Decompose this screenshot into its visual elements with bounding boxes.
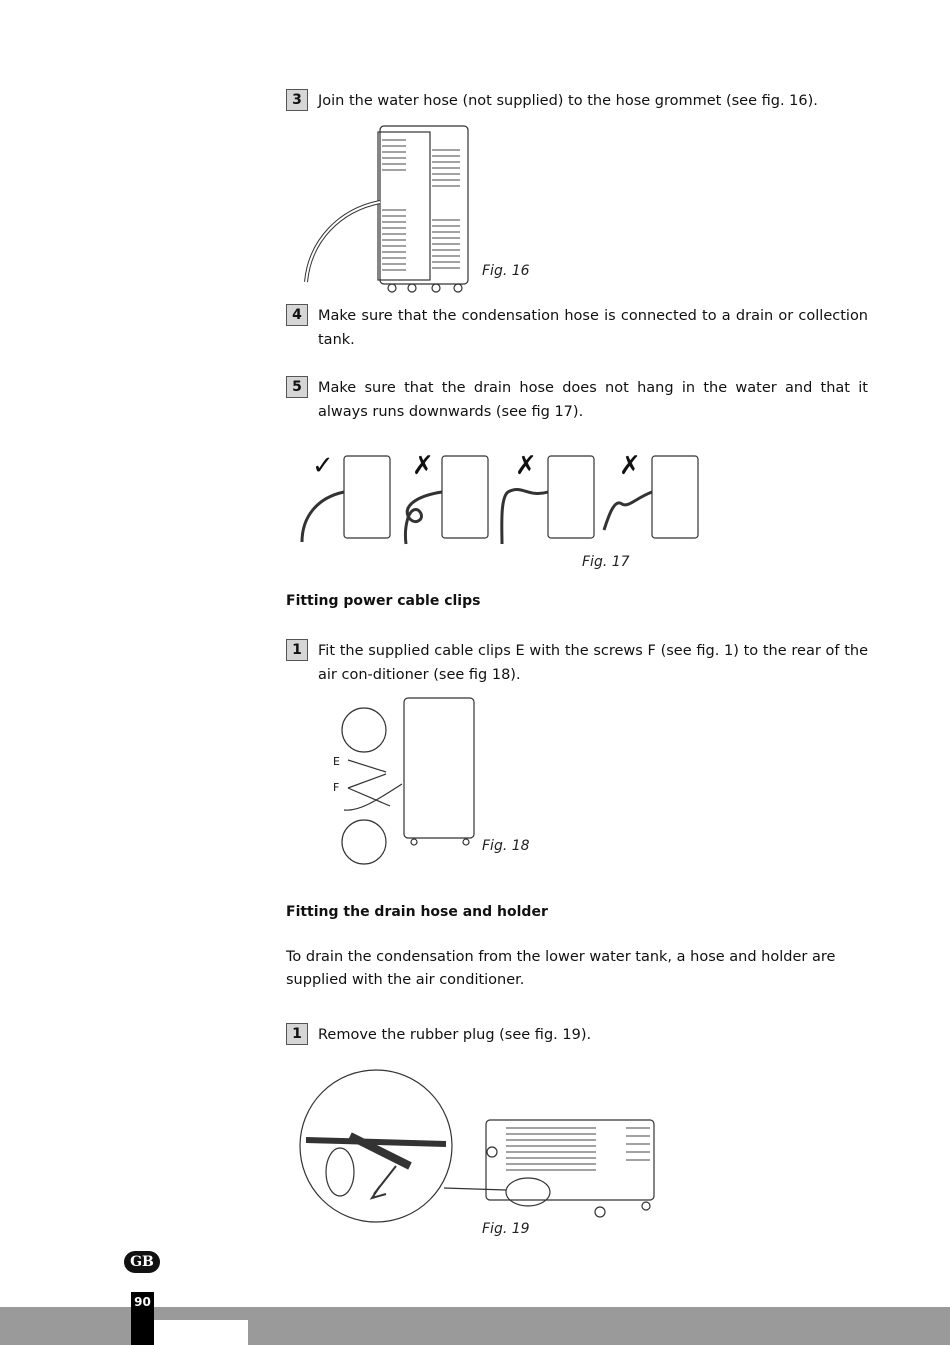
step-number: 4 bbox=[286, 304, 308, 326]
cross-icon: ✗ bbox=[619, 451, 641, 481]
figure-17-illustration bbox=[296, 448, 706, 553]
step-number: 3 bbox=[286, 89, 308, 111]
step-text: Remove the rubber plug (see fig. 19). bbox=[318, 1027, 592, 1043]
step-text: Make sure that the condensation hose is connected to a drain or collection tank. bbox=[318, 308, 868, 348]
drain-intro-paragraph: To drain the condensation from the lower water tank, a hose and holder are supplied with the air conditioner. bbox=[286, 949, 836, 988]
step-3 bbox=[286, 89, 868, 113]
figure-19-illustration bbox=[296, 1070, 666, 1222]
step-number: 1 bbox=[286, 639, 308, 661]
label-e: E bbox=[333, 755, 340, 768]
section-heading-drain-hose: Fitting the drain hose and holder bbox=[286, 904, 548, 920]
step-drain-1 bbox=[286, 1023, 868, 1047]
footer-tab bbox=[154, 1320, 248, 1345]
step-number: 1 bbox=[286, 1023, 308, 1045]
figure-18-illustration bbox=[330, 694, 480, 870]
step-5 bbox=[286, 376, 868, 424]
figure-17-caption: Fig. 17 bbox=[582, 554, 630, 570]
figure-16-caption: Fig. 16 bbox=[482, 263, 530, 279]
page-number: 90 bbox=[134, 1295, 151, 1309]
figure-16-illustration bbox=[300, 120, 480, 300]
step-4 bbox=[286, 304, 868, 352]
figure-18-caption: Fig. 18 bbox=[482, 838, 530, 854]
checkmark-icon: ✓ bbox=[312, 451, 334, 481]
step-text: Join the water hose (not supplied) to the hose grommet (see fig. 16). bbox=[318, 93, 818, 109]
cross-icon: ✗ bbox=[412, 451, 434, 481]
language-badge: GB bbox=[124, 1251, 160, 1273]
step-cable-1 bbox=[286, 639, 868, 687]
figure-19-caption: Fig. 19 bbox=[482, 1221, 530, 1237]
step-text: Fit the supplied cable clips E with the screws F (see fig. 1) to the rear of the air con-ditioner (see fig 18). bbox=[318, 643, 868, 683]
cross-icon: ✗ bbox=[515, 451, 537, 481]
step-number: 5 bbox=[286, 376, 308, 398]
section-heading-cable-clips: Fitting power cable clips bbox=[286, 593, 481, 609]
step-text: Make sure that the drain hose does not hang in the water and that it always runs downwards (see fig 17). bbox=[318, 380, 868, 420]
label-f: F bbox=[333, 781, 340, 794]
